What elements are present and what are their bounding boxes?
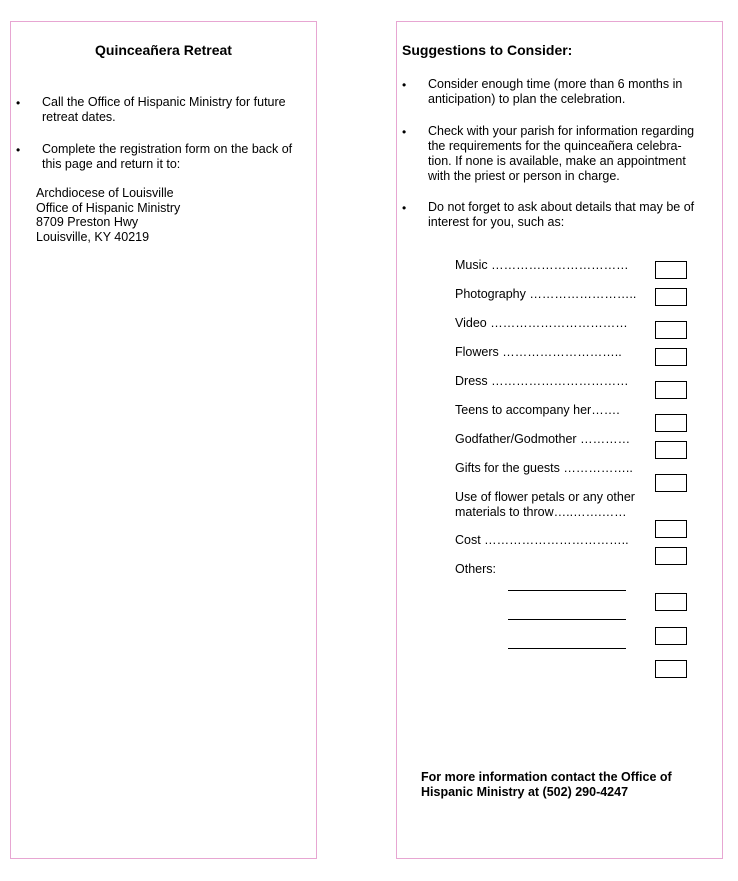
checkbox-flower-petals[interactable] bbox=[655, 520, 687, 538]
bullet-dot: • bbox=[16, 143, 21, 157]
list-item bbox=[42, 142, 292, 172]
right-panel-title: Suggestions to Consider: bbox=[402, 42, 573, 58]
list-item-line: the requirements for the quinceañera celebra- bbox=[428, 139, 682, 153]
left-panel bbox=[10, 21, 317, 859]
bullet-dot: • bbox=[16, 96, 21, 110]
checklist-label-flowers: Flowers ……………………….. bbox=[455, 345, 622, 359]
others-fill-line[interactable] bbox=[508, 648, 626, 649]
list-item-line: interest for you, such as: bbox=[428, 215, 565, 229]
checkbox-others-2[interactable] bbox=[655, 627, 687, 645]
left-panel-title: Quinceañera Retreat bbox=[95, 42, 232, 58]
checklist-label-line: materials to throw…..…….…… bbox=[455, 505, 627, 519]
checkbox-flowers[interactable] bbox=[655, 348, 687, 366]
others-fill-line[interactable] bbox=[508, 619, 626, 620]
checklist-label-video: Video …………………………… bbox=[455, 316, 628, 330]
list-item-line: tion. If none is available, make an appointment bbox=[428, 154, 686, 168]
address-line: Louisville, KY 40219 bbox=[36, 229, 150, 244]
list-item bbox=[42, 95, 286, 125]
address-line: 8709 Preston Hwy bbox=[36, 215, 139, 230]
bullet-dot: • bbox=[402, 125, 407, 139]
contact-footer bbox=[421, 770, 672, 800]
list-item-line: Check with your parish for information regarding bbox=[428, 124, 695, 138]
footer-line: Hispanic Ministry at (502) 290-4247 bbox=[421, 785, 629, 799]
checkbox-dress[interactable] bbox=[655, 381, 687, 399]
checkbox-music[interactable] bbox=[655, 261, 687, 279]
checkbox-gifts[interactable] bbox=[655, 474, 687, 492]
list-item-line: Consider enough time (more than 6 months in bbox=[428, 77, 683, 91]
bullet-dot: • bbox=[402, 78, 407, 92]
list-item-line: Do not forget to ask about details that may be of bbox=[428, 200, 695, 214]
address-line: Office of Hispanic Ministry bbox=[36, 200, 181, 215]
checklist-label-godparents: Godfather/Godmother ………… bbox=[455, 432, 631, 446]
list-item bbox=[428, 124, 694, 184]
checklist-label-photography: Photography …………………….. bbox=[455, 287, 637, 301]
checklist-label-music: Music …………………………… bbox=[455, 258, 629, 272]
checkbox-cost[interactable] bbox=[655, 547, 687, 565]
checklist-label-line: Use of flower petals or any other bbox=[455, 490, 635, 504]
checklist-label-others: Others: bbox=[455, 562, 496, 576]
others-fill-line[interactable] bbox=[508, 590, 626, 591]
list-item-line: with the priest or person in charge. bbox=[428, 169, 620, 183]
checklist-label-teens: Teens to accompany her……. bbox=[455, 403, 620, 417]
checklist-label-dress: Dress …………………………… bbox=[455, 374, 629, 388]
list-item-line: retreat dates. bbox=[42, 110, 116, 124]
list-item-line: this page and return it to: bbox=[42, 157, 181, 171]
mailing-address bbox=[36, 186, 180, 244]
checkbox-photography[interactable] bbox=[655, 288, 687, 306]
list-item-line: anticipation) to plan the celebration. bbox=[428, 92, 626, 106]
checklist-label-flower-petals bbox=[455, 490, 635, 520]
checkbox-teens[interactable] bbox=[655, 414, 687, 432]
list-item-line: Complete the registration form on the back of bbox=[42, 142, 293, 156]
list-item bbox=[428, 77, 682, 107]
checkbox-others-3[interactable] bbox=[655, 660, 687, 678]
right-panel bbox=[396, 21, 723, 859]
checkbox-video[interactable] bbox=[655, 321, 687, 339]
bullet-dot: • bbox=[402, 201, 407, 215]
checklist-label-gifts: Gifts for the guests …………….. bbox=[455, 461, 633, 475]
list-item-line: Call the Office of Hispanic Ministry for future bbox=[42, 95, 286, 109]
address-line: Archdiocese of Louisville bbox=[36, 186, 174, 200]
list-item bbox=[428, 200, 694, 230]
checklist-label-cost: Cost …………………………….. bbox=[455, 533, 629, 547]
footer-line: For more information contact the Office of bbox=[421, 770, 672, 784]
checkbox-godparents[interactable] bbox=[655, 441, 687, 459]
checkbox-others-1[interactable] bbox=[655, 593, 687, 611]
